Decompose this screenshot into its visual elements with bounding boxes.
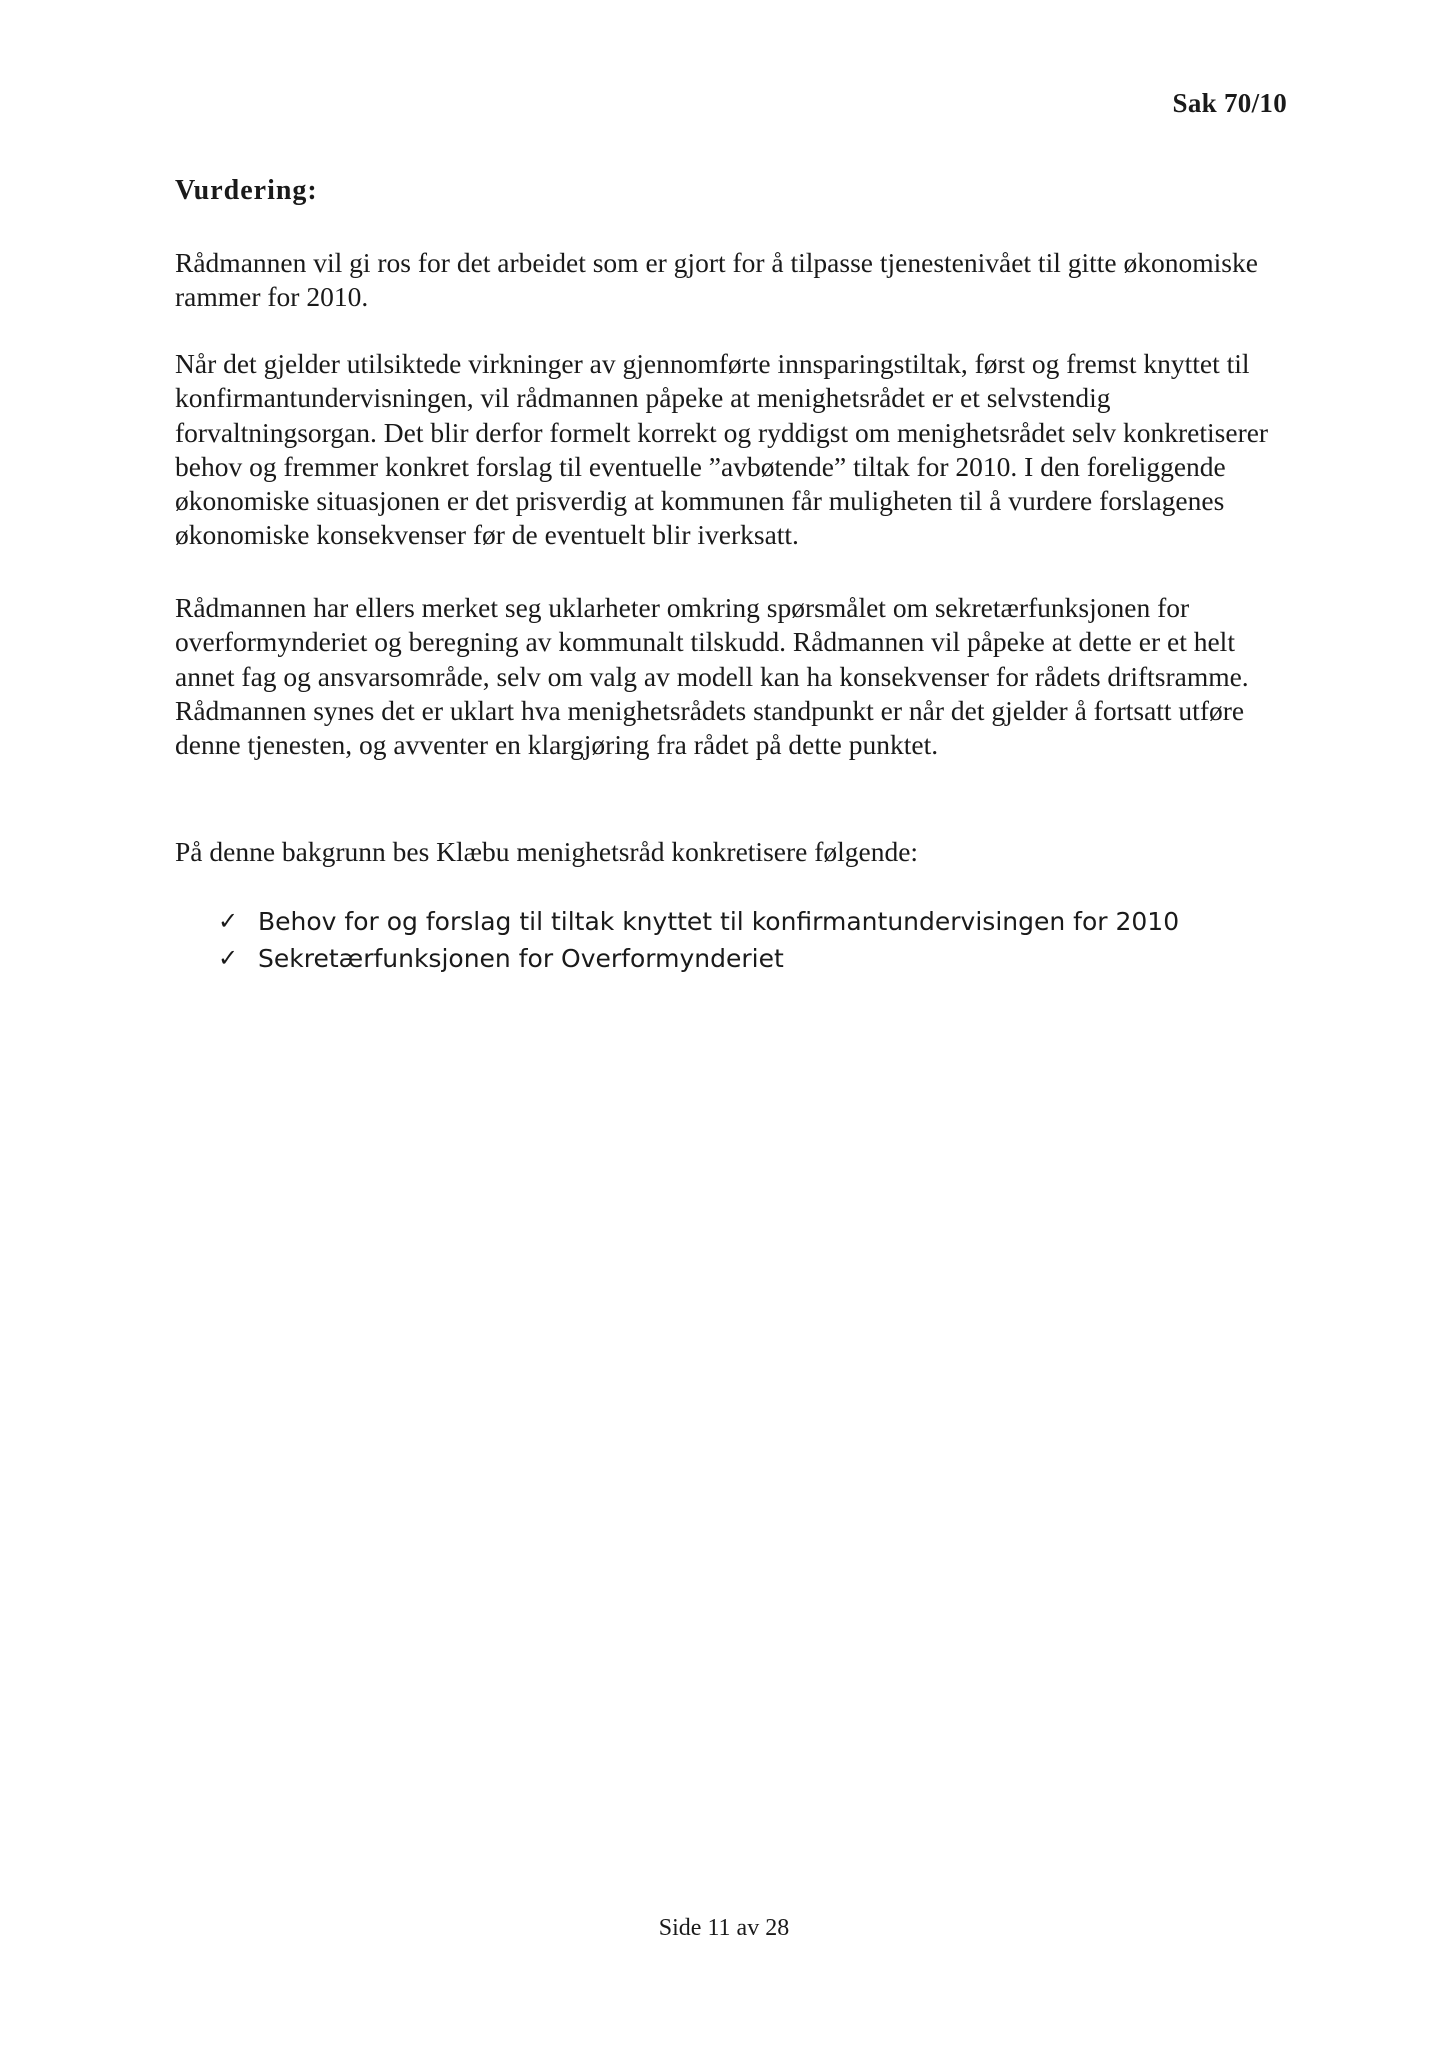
checklist-item-text: Behov for og forslag til tiltak knyttet til konfirmantundervisingen for 2010 — [258, 907, 1180, 936]
request-checklist — [218, 903, 1179, 977]
section-heading: Vurdering: — [175, 175, 318, 206]
checklist-item — [218, 940, 1179, 977]
paragraph-praise: Rådmannen vil gi ros for det arbeidet som er gjort for å tilpasse tjenestenivået til gitte økonomiske rammer for 2010. — [175, 247, 1258, 313]
case-number: Sak 70/10 — [1172, 88, 1287, 118]
paragraph-guardianship-secretary: Rådmannen har ellers merket seg uklarheter omkring spørsmålet om sekretærfunksjonen for overformynderiet og beregning av kommunalt tilskudd. Rådmannen vil påpeke at dette er et helt annet fag og ansvarsområde, selv om valg av modell kan ha konsekvenser for rådets driftsramme. Rådmannen synes det er uklart hva menighetsrådets standpunkt er når det gjelder å fortsatt utføre denne tjenesten, og avventer en klargjøring fra rådet på dette punktet. — [175, 592, 1249, 761]
check-icon: ✓ — [218, 944, 239, 972]
paragraph-request: På denne bakgrunn bes Klæbu menighetsråd konkretisere følgende: — [175, 836, 919, 867]
check-icon: ✓ — [218, 907, 239, 935]
paragraph-confirmation-teaching: Når det gjelder utilsiktede virkninger av gjennomførte innsparingstiltak, først og fremst knyttet til konfirmantundervisningen, vil rådmannen påpeke at menighetsrådet er et selvstendig forvaltningsorgan. Det blir derfor formelt korrekt og ryddigst om menighetsrådet selv konkretiserer behov og fremmer konkret forslag til eventuelle ”avbøtende” tiltak for 2010. I den foreliggende økonomiske situasjonen er det prisverdig at kommunen får muligheten til å vurdere forslagenes økonomiske konsekvenser før de eventuelt blir iverksatt. — [175, 348, 1269, 551]
checklist-item-text: Sekretærfunksjonen for Overformynderiet — [258, 944, 784, 973]
checklist-item — [218, 903, 1179, 940]
page-number-footer: Side 11 av 28 — [658, 1915, 790, 1941]
